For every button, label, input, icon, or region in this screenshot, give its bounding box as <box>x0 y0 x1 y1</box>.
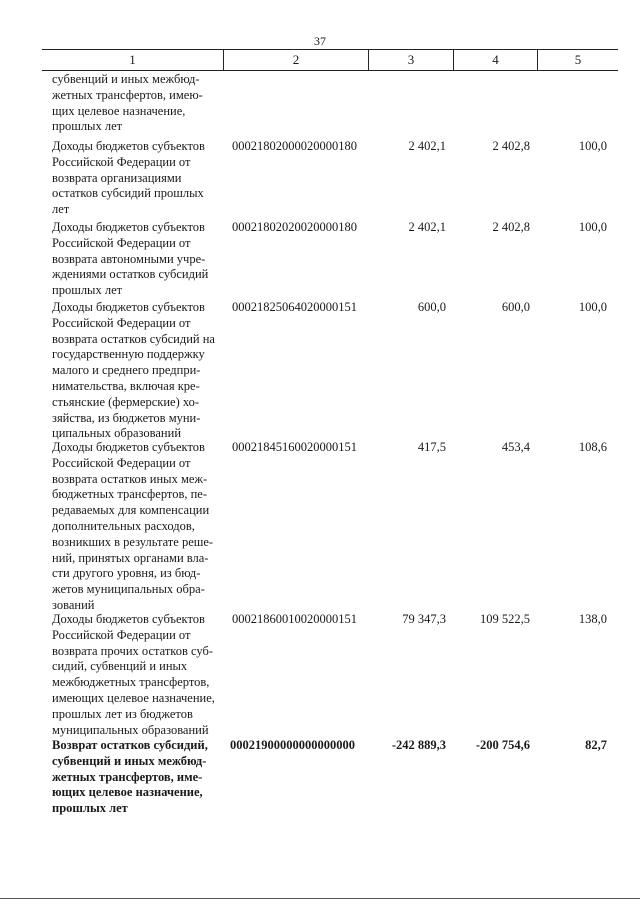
row-value-col5: 82,7 <box>585 738 607 752</box>
row-description: Возврат остатков субсидий, субвенций и иных межбюд- жетных трансфертов, име- ющих целевое назначение, прошлых лет <box>52 738 208 816</box>
row-description: Доходы бюджетов субъектов Российской Федерации от возврата автономными учре- ждениями остатков субсидий прошлых лет <box>52 220 209 298</box>
row-value-col3: 2 402,1 <box>408 139 446 153</box>
header-bottom-border <box>42 70 618 71</box>
row-value-col4: 109 522,5 <box>480 612 530 626</box>
row-value-col3: 2 402,1 <box>408 220 446 234</box>
row-value-col5: 100,0 <box>578 300 607 314</box>
row-value-col4: 600,0 <box>501 300 530 314</box>
row-code: 00021802000020000180 <box>232 139 357 153</box>
row-value-col4: 2 402,8 <box>492 220 530 234</box>
header-col-2: 2 <box>292 52 300 67</box>
row-value-col3: 79 347,3 <box>402 612 446 626</box>
row-description: субвенций и иных межбюд- жетных трансфертов, имею- щих целевое назначение, прошлых лет <box>52 72 203 134</box>
page-number: 37 <box>314 34 326 48</box>
row-value-col3: -242 889,3 <box>391 738 446 752</box>
row-value-col4: 2 402,8 <box>492 139 530 153</box>
header-col-3: 3 <box>407 52 415 67</box>
header-top-border <box>42 49 618 50</box>
header-col-4: 4 <box>492 52 499 67</box>
row-value-col5: 108,6 <box>578 440 607 454</box>
header-col-5: 5 <box>574 52 582 67</box>
row-code: 00021860010020000151 <box>232 612 357 626</box>
row-code: 00021825064020000151 <box>232 300 357 314</box>
row-description: Доходы бюджетов субъектов Российской Федерации от возврата прочих остатков суб- сидий, субвенций и иных межбюджетных трансфертов, имеющих целевое назначение, прошлых лет из бюджетов муниципальных образований <box>52 612 215 737</box>
row-code: 00021845160020000151 <box>232 440 357 454</box>
row-value-col3: 600,0 <box>417 300 446 314</box>
row-code: 00021802020020000180 <box>232 220 357 234</box>
header-col-1: 1 <box>129 52 136 67</box>
row-value-col4: 453,4 <box>501 440 530 454</box>
row-description: Доходы бюджетов субъектов Российской Федерации от возврата остатков иных меж- бюджетных трансфертов, пе- редаваемых для компенсации дополнительных расходов, возникших в результате реше- ний, принятых органами вла- сти другого уровня, из бюд- жетов муниципальных обра- зований <box>52 440 214 612</box>
scan-bottom-edge <box>0 898 640 899</box>
row-value-col4: -200 754,6 <box>475 738 530 752</box>
row-code: 00021900000000000000 <box>230 738 355 752</box>
row-description: Доходы бюджетов субъектов Российской Федерации от возврата остатков субсидий на государственную поддержку малого и среднего предпри- нимательства, включая кре- стьянские (фермерские) хо- зяйства, из бюджетов муни- ципальных образований <box>52 300 215 441</box>
row-description: Доходы бюджетов субъектов Российской Федерации от возврата организациями остатков субсидий прошлых лет <box>52 139 205 217</box>
row-value-col3: 417,5 <box>417 440 446 454</box>
row-value-col5: 100,0 <box>578 220 607 234</box>
row-value-col5: 138,0 <box>578 612 607 626</box>
row-value-col5: 100,0 <box>578 139 607 153</box>
